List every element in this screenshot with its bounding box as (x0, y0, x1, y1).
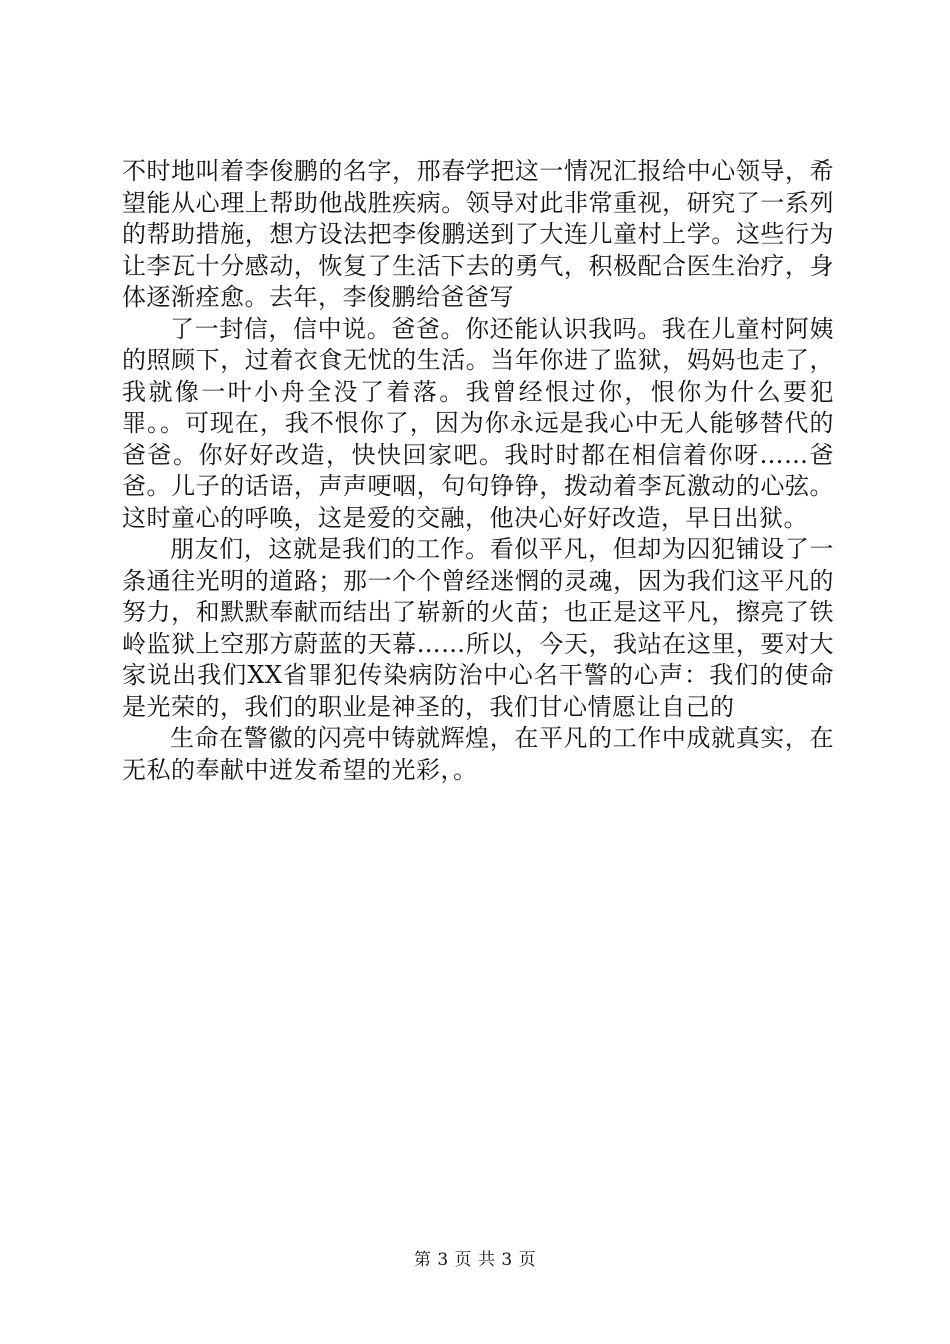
document-body (122, 156, 834, 786)
paragraph-4: 生命在警徽的闪亮中铸就辉煌，在平凡的工作中成就真实，在无私的奉献中迸发希望的光彩，。 (122, 724, 834, 784)
paragraph-3: 朋友们，这就是我们的工作。看似平凡，但却为囚犯铺设了一条通往光明的道路；那一个个曾经迷惘的灵魂，因为我们这平凡的努力，和默默奉献而结出了崭新的火苗；也正是这平凡，擦亮了铁岭监狱上空那方蔚蓝的天幕……所以，今天，我站在这里，要对大家说出我们XX省罪犯传染病防治中心名干警的心声：我们的使命是光荣的，我们的职业是神圣的，我们甘心情愿让自己的 (122, 535, 834, 721)
paragraph-2: 了一封信，信中说。爸爸。你还能认识我吗。我在儿童村阿姨的照顾下，过着衣食无忧的生活。当年你进了监狱，妈妈也走了，我就像一叶小舟全没了着落。我曾经恨过你，恨你为什么要犯罪。。可现在，我不恨你了，因为你永远是我心中无人能够替代的爸爸。你好好改造，快快回家吧。我时时都在相信着你呀……爸爸。儿子的话语，声声哽咽，句句铮铮，拨动着李瓦激动的心弦。这时童心的呼唤，这是爱的交融，他决心好好改造，早日出狱。 (122, 314, 834, 532)
page-footer (0, 1245, 950, 1270)
page-number-label: 第 3 页 共 3 页 (413, 1250, 537, 1270)
paragraph-1: 不时地叫着李俊鹏的名字，邢春学把这一情况汇报给中心领导，希望能从心理上帮助他战胜疾病。领导对此非常重视，研究了一系列的帮助措施，想方设法把李俊鹏送到了大连儿童村上学。这些行为让李瓦十分感动，恢复了生活下去的勇气，积极配合医生治疗，身体逐渐痊愈。去年，李俊鹏给爸爸写 (122, 157, 834, 311)
